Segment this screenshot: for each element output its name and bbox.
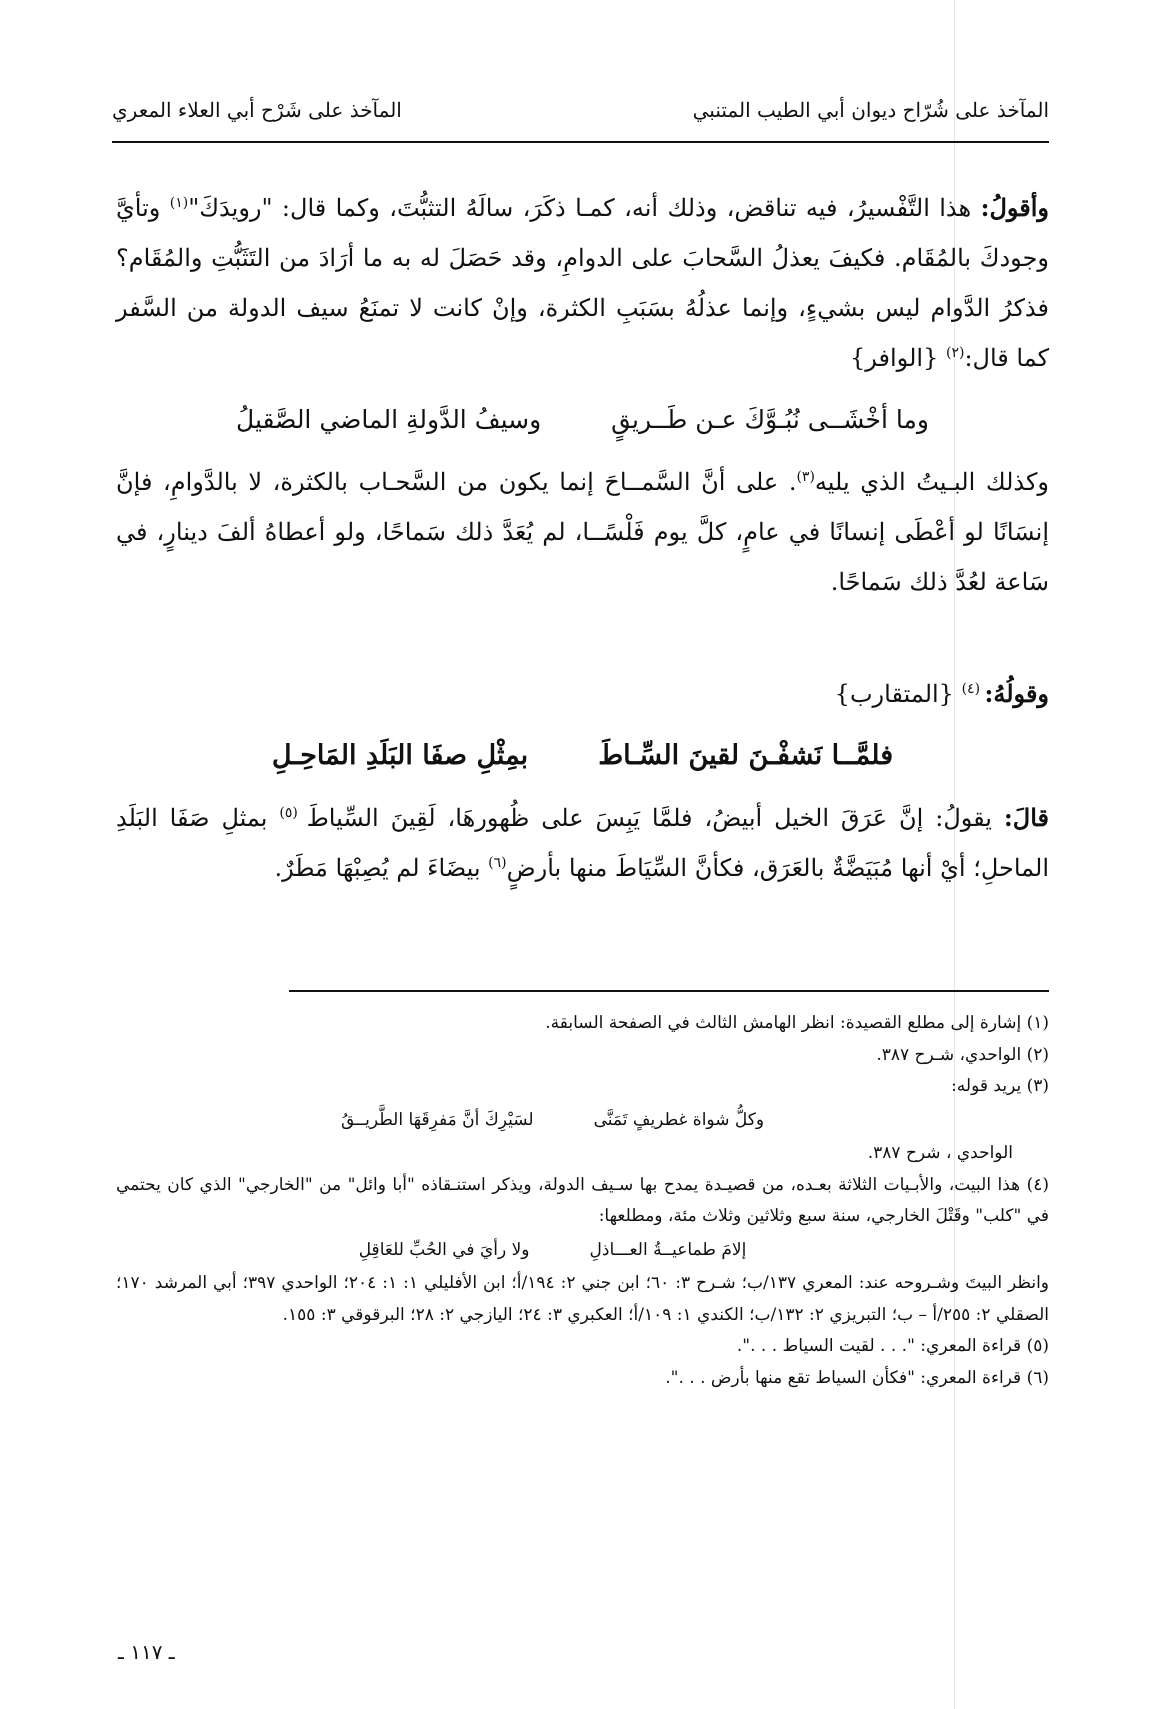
footnote-3-source: الواحدي ، شرح ٣٨٧. — [867, 1143, 1013, 1163]
paragraph-text: . على أنَّ السَّمــاحَ إنما يكون من السَّحـاب بالكثرة، لا بالدَّوامِ، فإنَّ إنسَانًا لو أعْطَى إنسانًا في عامٍ، كلَّ يوم فَلْسًــا، لم يُعَدَّ ذلك سَماحًا، ولو أعطاهُ ألفَ دينارٍ، في سَاعة لعُدَّ ذلك سَماحًا. — [116, 468, 1050, 596]
paragraph-lead: وقولُهُ: — [984, 679, 1049, 708]
footnote-ref: (١) — [169, 195, 189, 211]
footnote-3-verse — [116, 1105, 1049, 1137]
verse-hemistich-left: وسيفُ الدَّولةِ الماضي الصَّقيلُ — [236, 405, 542, 434]
paragraph-text: يقولُ: إنَّ عَرَقَ الخيل أبيضُ، فلمَّا يَبِسَ على ظُهورهَا، لَقِينَ السِّياطَ — [306, 804, 1004, 832]
footnote-5: (٥) قراءة المعري: ". . . لقيت السياط . . .". — [736, 1336, 1049, 1356]
footnote-ref: (٤) — [961, 681, 985, 697]
footnote-4-sources: وانظر البيتَ وشـروحه عند: المعري ١٣٧/ب؛ شـرح ٣: ٦٠؛ ابن جني ٢: ١٩٤/أ؛ ابن الأفليلي ١: ١: ٢٠٤؛ الواحدي ٣٩٧؛ أبي المرشد ١٧٠؛ الصقلي ٢: ٢٥٥/أ – ب؛ التبريزي ٢: ١٣٢/ب؛ الكندي ١: ١٠٩/أ؛ العكبري ٣: ٢٤؛ اليازجي ٢: ٢٨؛ البرقوقي ٣: ١٥٥. — [116, 1273, 1050, 1325]
header-rule — [112, 141, 1049, 143]
header-book-title: المآخذ على شُرّاح ديوان أبي الطيب المتنبي — [692, 98, 1049, 122]
footnote-rule — [289, 990, 1049, 992]
verse-hemistich-left: ولا رأيَ في الحُبِّ للعَاقِلِ — [358, 1239, 530, 1260]
verse-hemistich-left: لسَيْرِكَ أنَّ مَفرِقَهَا الطَّريــقُ — [340, 1109, 534, 1130]
verse-hemistich-left: بمِثْلِ صفَا البَلَدِ المَاحِـلِ — [271, 740, 529, 771]
paragraph-text: هذا التَّفْسيرُ، فيه تناقض، وذلك أنه، كمـا ذكَرَ، سالَهُ التثبُّتَ، وكما قال: "رويدَكَ" — [188, 194, 981, 222]
header-section-title: المآخذ على شَرْح أبي العلاء المعري — [112, 98, 402, 122]
paragraph-3 — [116, 669, 1049, 719]
section-gap — [116, 607, 1049, 669]
footnote-ref: (٦) — [488, 855, 507, 871]
footnote-ref: (٥) — [279, 805, 307, 821]
footnote-6: (٦) قراءة المعري: "فكأن السياط تقع منها بأرض . . .". — [665, 1367, 1049, 1388]
paragraph-4 — [116, 793, 1049, 893]
footnotes — [116, 1008, 1049, 1394]
page-number: ـ ١١٧ ـ — [118, 1640, 175, 1664]
paragraph-text: بمثلِ صَفَا البَلَدِ الماحلِ؛ أيْ أنها مُبَيَضَّةٌ بالعَرَق، فكأنَّ السِّيَاطَ منها بأرضٍ — [116, 804, 1049, 882]
running-header — [112, 92, 1049, 142]
verse-hemistich-right: وكلُّ شواة غطريفٍ تَمَنَّى — [593, 1109, 765, 1130]
paragraph-text: وتأيَّ وجودكَ بالمُقَام. فكيفَ يعذلُ السَّحابَ على الدوامِ، وقد حَصَلَ له به ما أرَادَ من التَثَبُّتِ والمُقَام؟ فذكرُ الدَّوام ليس بشيءٍ، وإنما عذلُهُ بسَبَبِ الكثرة، وإنْ كانت لا تمنَعُ سيف الدولة من السَّفر كما قال: — [116, 194, 1049, 372]
verse-hemistich-right: فلمَّــا نَشفْـنَ لقينَ السِّـاطَ — [598, 740, 894, 771]
footnote-1: (١) إشارة إلى مطلع القصيدة: انظر الهامش الثالث في الصفحة السابقة. — [545, 1013, 1049, 1033]
verse-1 — [116, 395, 1049, 445]
verse-hemistich-right: وما أخْشَــى نُبُـوَّكَ عـن طَــريقٍ — [611, 405, 929, 434]
footnote-2: (٢) الواحدي، شـرح ٣٨٧. — [876, 1044, 1049, 1065]
footnote-3: (٣) يريد قوله: — [951, 1076, 1049, 1096]
paragraph-1 — [116, 183, 1049, 383]
meter-label: {الوافر} — [850, 344, 946, 372]
paragraph-lead: وأقولُ: — [980, 193, 1050, 222]
paragraph-2 — [116, 457, 1049, 607]
footnote-4-verse — [116, 1235, 1049, 1267]
meter-label: {المتقارب} — [834, 680, 962, 708]
footnote-4: (٤) هذا البيت، والأبـيات الثلاثة بعـده، من قصيـدة يمدح بها سـيف الدولة، ويذكر استنـقاذه "أبا وائل" من "الخارجي" الذي كان يحتمي في "كلب" وقَتْلَ الخارجي، سنة سبع وثلاثين وثلاث مئة، ومطلعها: — [116, 1174, 1049, 1226]
main-text — [116, 183, 1049, 893]
verse-hemistich-right: إلامَ طماعيــةُ العـــاذلِ — [589, 1239, 747, 1260]
footnote-ref: (٢) — [945, 345, 965, 361]
footnote-ref: (٣) — [796, 469, 815, 485]
verse-2 — [116, 731, 1049, 781]
paragraph-text: وكذلك البـيتُ الذي يليه — [814, 468, 1049, 496]
paragraph-lead: قالَ: — [1003, 803, 1049, 832]
paragraph-text: بيضَاءَ لم يُصِبْهَا مَطَرٌ. — [274, 854, 489, 882]
